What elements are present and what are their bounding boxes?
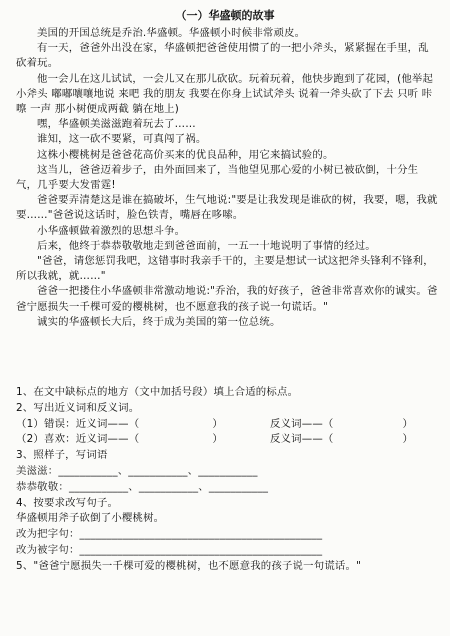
question-5: 5、"爸爸宁愿损失一千棵可爱的樱桃树，也不愿意我的孩子说一句谎话。" [16, 559, 362, 572]
question-4: 4、按要求改写句子。 [16, 496, 119, 509]
story-paragraph: 他一会儿在这儿试试，一会儿又在那儿砍砍。玩着玩着，他快步跑到了花园，(他举起小斧头 嘟嘟嚷嚷地说 来吧 我的朋友 我要在你身上试试斧头 说着一斧头砍了下去 只听 咔嚓 一声 那小树便成两截 躺在地上) [16, 72, 434, 116]
story-paragraph: 这株小樱桃树是爸爸花高价买来的优良品种，用它来搞试验的。 [37, 148, 334, 161]
antonym-label: 反义词——（ [269, 433, 334, 446]
story-paragraph: "爸爸，请您惩罚我吧，这错事时我亲手干的，主要是想试一试这把斧头锋利不锋利，所以我就，就……" [16, 255, 434, 283]
story-paragraph: 爸爸一把搂住小华盛顿非常激动地说:"乔治，我的好孩子，爸爸非常喜欢你的诚实。爸爸宁愿损失一千棵可爱的樱桃树，也不愿意我的孩子说一句谎话。" [16, 285, 438, 313]
question-4-bei-sentence[interactable]: 改为被字句：_____________________________________________ [16, 543, 323, 556]
questions-section [16, 385, 438, 575]
question-3-example-1[interactable]: 美滋滋：___________、___________、___________ [16, 464, 258, 477]
story-paragraph: 后来，他终于恭恭敬敬地走到爸爸面前，一五一十地说明了事情的经过。 [37, 239, 376, 252]
question-2: 2、写出近义词和反义词。 [16, 401, 140, 414]
question-2-item-2 [16, 432, 438, 448]
paren-close: ） [212, 417, 223, 430]
story-text [16, 26, 438, 330]
story-paragraph: 这当儿，爸爸迈着步子，由外面回来了，当他望见那心爱的小树已被砍倒，十分生气，几乎要大发雷霆! [16, 163, 419, 192]
story-paragraph: 有一天，爸爸外出没在家，华盛顿把爸爸使用惯了的一把小斧头，紧紧握在手里，乱砍着玩。 [16, 42, 429, 70]
paren-close: ） [212, 433, 223, 446]
question-4-sentence: 华盛顿用斧子砍倒了小樱桃树。 [16, 512, 165, 525]
synonym-label: （2）喜欢：近义词——（ [16, 433, 140, 446]
page-title: （一）华盛顿的故事 [175, 9, 275, 22]
story-paragraph: 小华盛顿做着激烈的思想斗争。 [37, 224, 186, 237]
story-paragraph: 诚实的华盛顿长大后，终于成为美国的第一位总统。 [37, 315, 281, 328]
paren-close: ） [402, 433, 414, 446]
synonym-label: （1）错误：近义词——（ [16, 417, 140, 430]
question-1: 1、在文中缺标点的地方（文中加括号段）填上合适的标点。 [16, 386, 299, 398]
question-3: 3、照样子，写词语 [16, 449, 108, 462]
question-2-item-1 [16, 417, 438, 433]
story-paragraph: 美国的开国总统是乔治.华盛顿。华盛顿小时候非常顽皮。 [37, 27, 306, 39]
question-4-ba-sentence[interactable]: 改为把字句：_____________________________________________ [16, 528, 323, 541]
antonym-label: 反义词——（ [269, 417, 334, 430]
story-paragraph: 嘿，华盛顿美滋滋跑着玩去了…… [37, 118, 196, 131]
story-paragraph: 谁知，这一砍不要紧，可真闯了祸。 [37, 133, 207, 146]
story-paragraph: 爸爸要弄清楚这是谁在搞破坏，生气地说:"要是让我发现是谁砍的树，我要，嗯，我就要……"爸爸说这话时，脸色铁青，嘴唇在哆嗦。 [16, 194, 438, 222]
paren-close: ） [402, 417, 414, 430]
question-3-example-2[interactable]: 恭恭敬敬：___________、___________、___________ [16, 480, 269, 493]
